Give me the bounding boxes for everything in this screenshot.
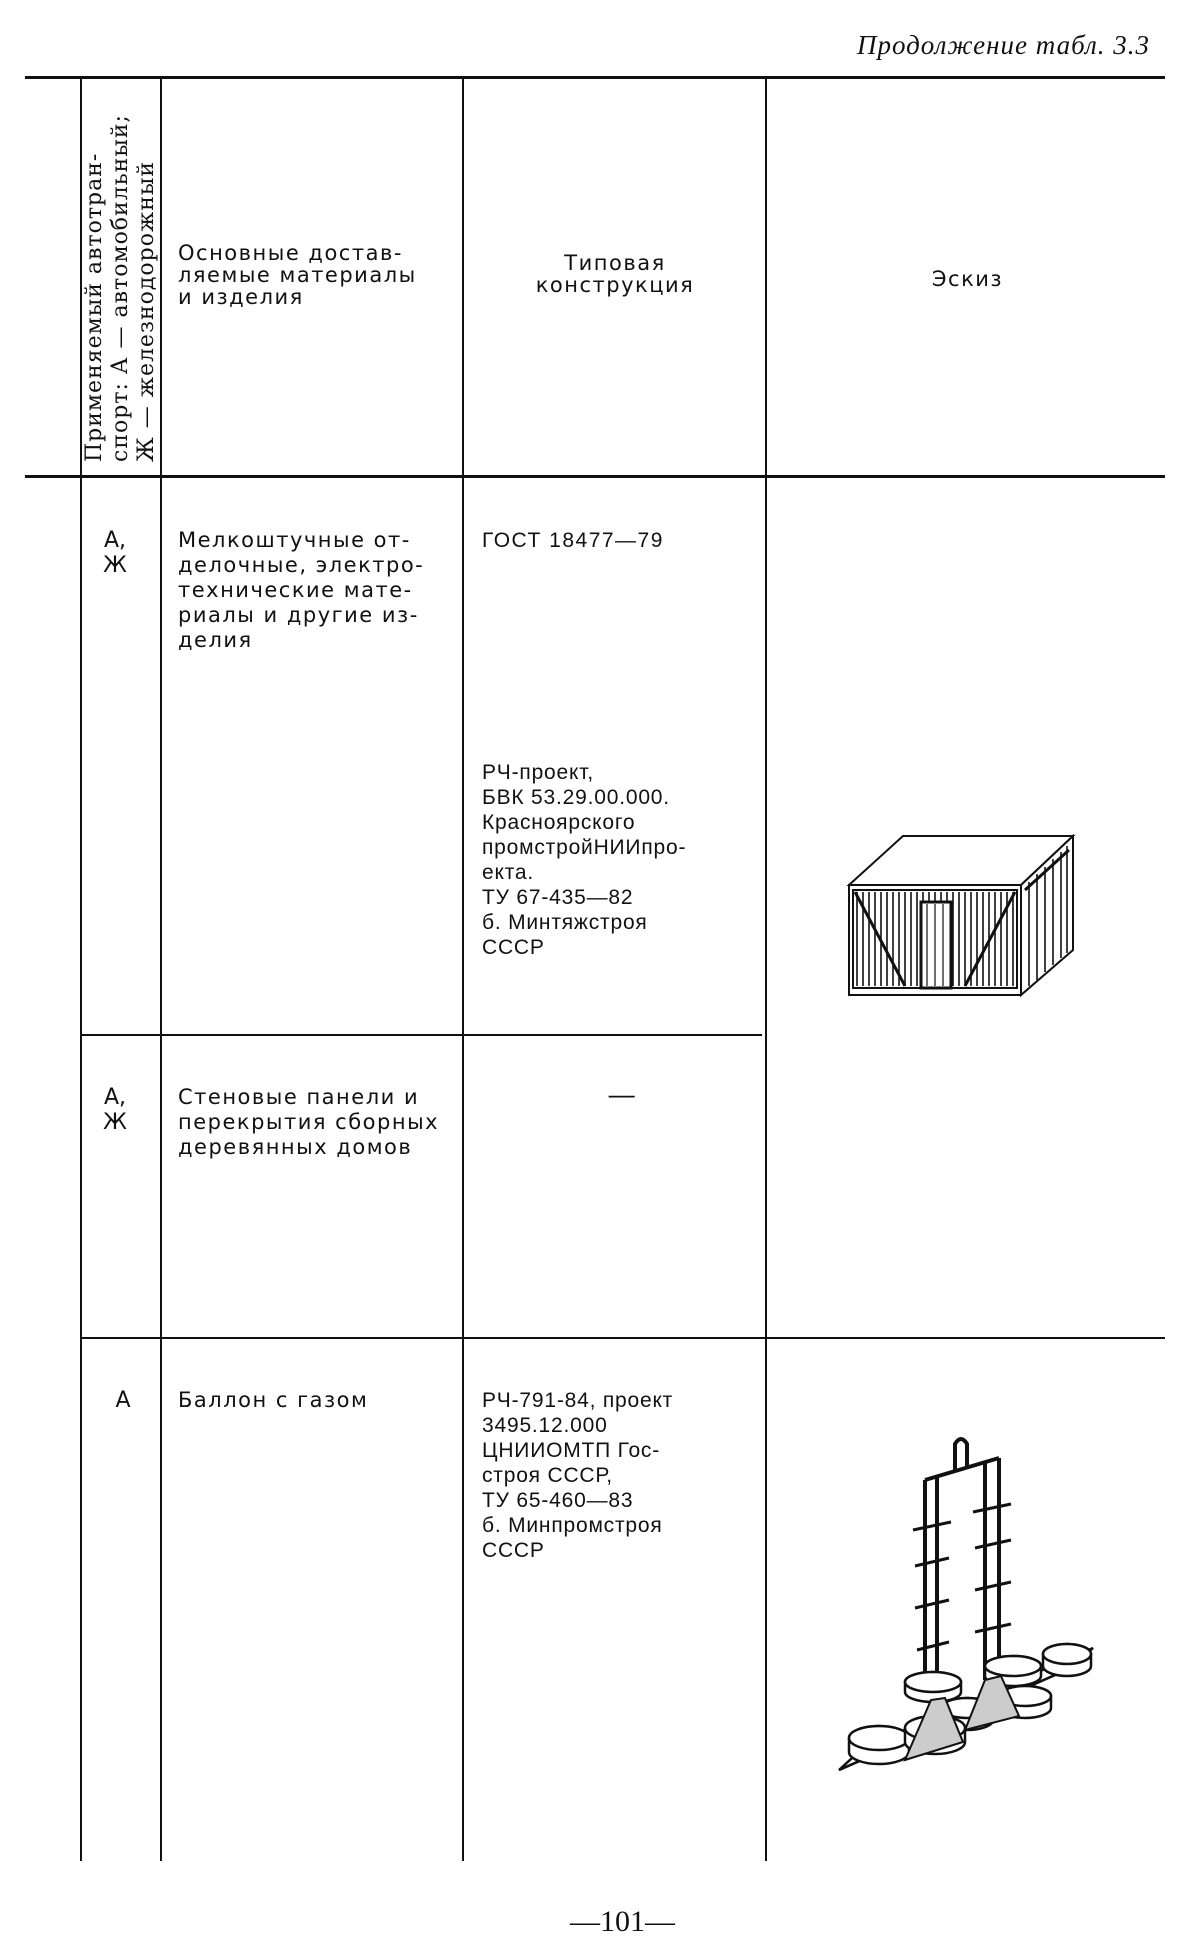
- header-bottom-rule: [25, 475, 1165, 478]
- row3-construction: РЧ-791-84, проект 3495.12.000 ЦНИИОМТП Гос- строя СССР, ТУ 65-460—83 б. Минпромстроя СССР: [482, 1389, 674, 1562]
- col-divider-2: [160, 79, 162, 1861]
- table-continuation-title: Продолжение табл. 3.3: [856, 30, 1150, 60]
- header-construction: Типовая конструкция: [535, 251, 695, 297]
- col-divider-3: [462, 79, 464, 1861]
- row3-materials: Баллон с газом: [178, 1388, 369, 1412]
- row2-materials: Стеновые панели и перекрытия сборных деревянных домов: [178, 1085, 440, 1159]
- header-transport: Применяемый автотран- спорт: А — автомобильный; Ж — железнодорожный: [82, 114, 159, 462]
- row2-construction: —: [608, 1079, 636, 1109]
- row1-materials: Мелкоштучные от- делочные, электро- технические мате- риалы и другие из- делия: [178, 528, 425, 652]
- page-number: —101—: [570, 1905, 675, 1938]
- header-materials: Основные достав- ляемые материалы и изделия: [178, 241, 417, 309]
- header-sketch: Эскиз: [931, 267, 1004, 291]
- row2-transport: А, Ж: [103, 1085, 127, 1135]
- row1-transport: А, Ж: [103, 528, 127, 578]
- row1-construction-project: РЧ-проект, БВК 53.29.00.000. Красноярского промстройНИИпро- екта. ТУ 67-435—82 б. Минтяжстроя СССР: [482, 761, 687, 959]
- row3-transport: А: [115, 1388, 131, 1413]
- table-top-rule: [25, 76, 1165, 79]
- col-divider-4: [765, 79, 767, 1861]
- gas-cylinder-pallet-sketch: [835, 1430, 1100, 1785]
- row1-construction-gost: ГОСТ 18477—79: [482, 529, 664, 552]
- row2-bottom-rule: [82, 1337, 1165, 1339]
- container-box-sketch: [845, 830, 1085, 1000]
- row1-bottom-rule: [82, 1034, 762, 1036]
